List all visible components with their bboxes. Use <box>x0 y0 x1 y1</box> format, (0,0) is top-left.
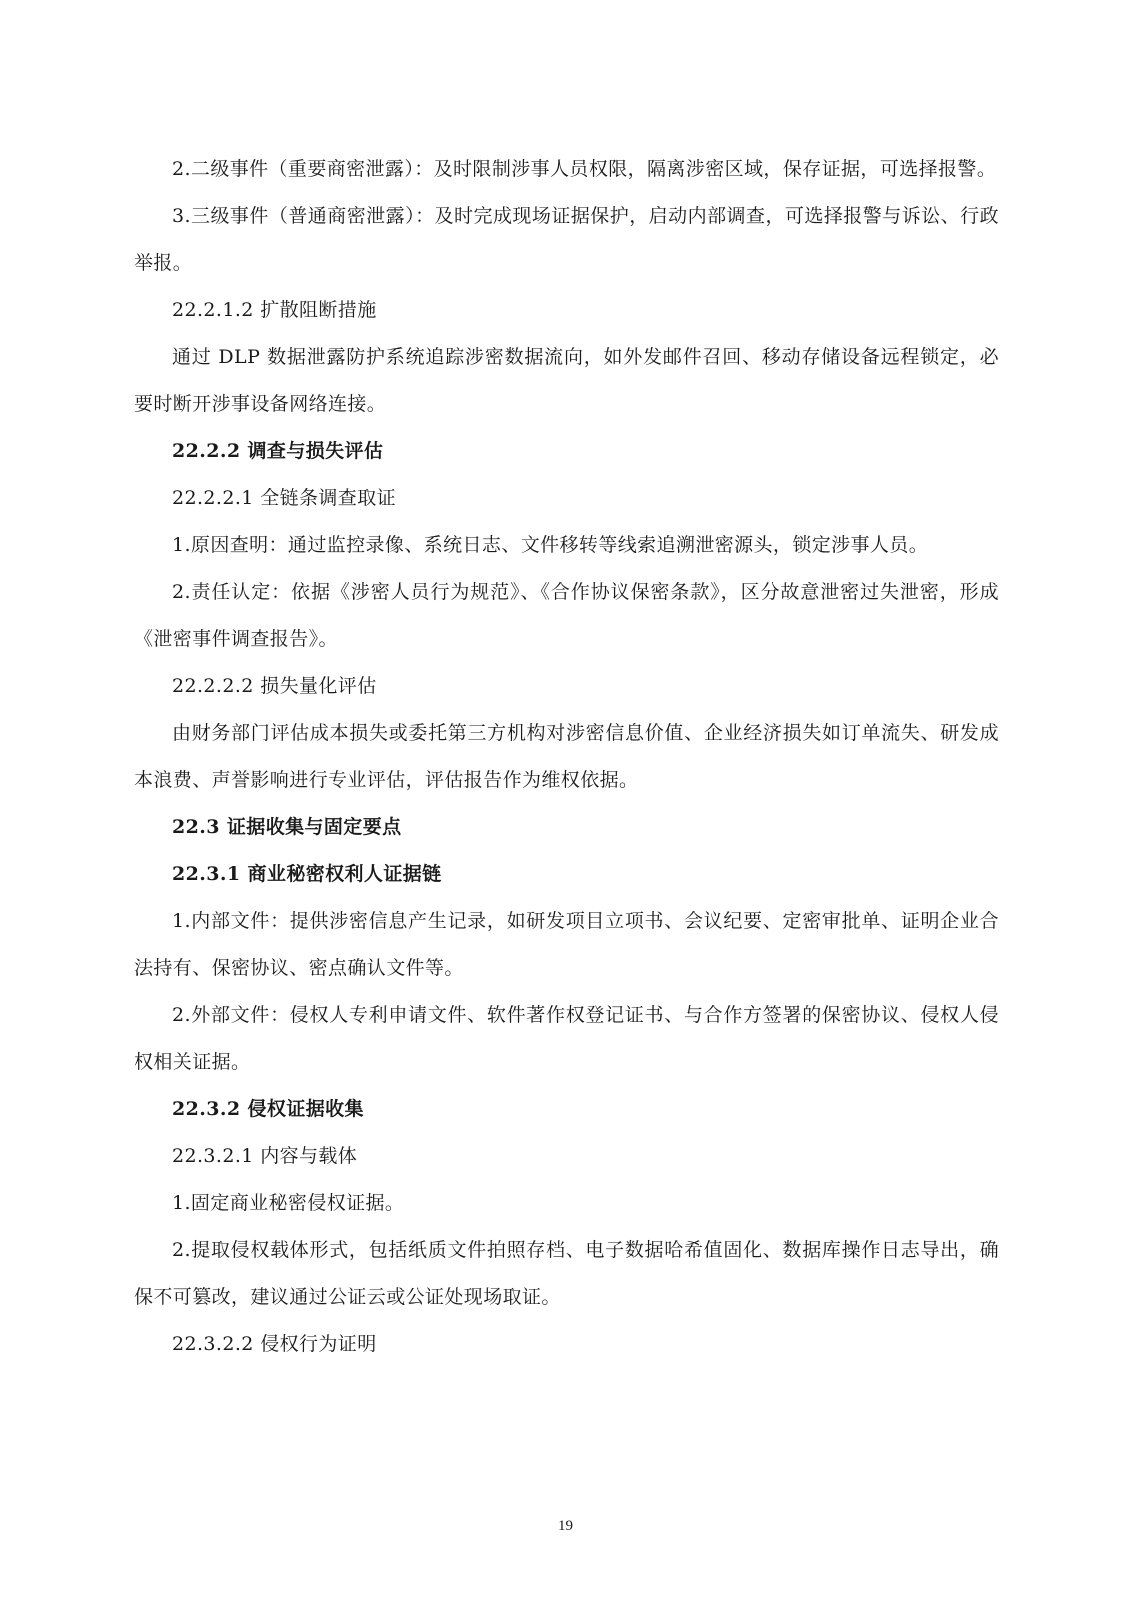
paragraph-carrier-forms: 2.提取侵权载体形式，包括纸质文件拍照存档、电子数据哈希值固化、数据库操作日志导出，确保不可篡改，建议通过公证云或公证处现场取证。 <box>134 1239 999 1308</box>
paragraph-event-level-3: 3.三级事件（普通商密泄露）：及时完成现场证据保护，启动内部调查，可选择报警与诉讼、行政举报。 <box>134 205 999 274</box>
section-heading-22-2-1-2: 22.2.1.2 扩散阻断措施 <box>172 299 377 321</box>
section-heading-22-3: 22.3 证据收集与固定要点 <box>172 816 402 838</box>
section-heading-22-3-2-2: 22.3.2.2 侵权行为证明 <box>172 1333 377 1355</box>
paragraph-external-docs: 2.外部文件：侵权人专利申请文件、软件著作权登记证书、与合作方签署的保密协议、侵权人侵权相关证据。 <box>134 1004 999 1073</box>
paragraph-loss-evaluation: 由财务部门评估成本损失或委托第三方机构对涉密信息价值、企业经济损失如订单流失、研发成本浪费、声誉影响进行专业评估，评估报告作为维权依据。 <box>134 722 999 791</box>
paragraph-dlp-measures: 通过 DLP 数据泄露防护系统追踪涉密数据流向，如外发邮件召回、移动存储设备远程锁定，必要时断开涉事设备网络连接。 <box>134 346 999 415</box>
section-heading-22-3-2-1: 22.3.2.1 内容与载体 <box>172 1145 358 1167</box>
paragraph-event-level-2: 2.二级事件（重要商密泄露）：及时限制涉事人员权限，隔离涉密区域，保存证据，可选择报警。 <box>172 158 997 180</box>
section-heading-22-3-1: 22.3.1 商业秘密权利人证据链 <box>172 863 442 885</box>
page-number: 19 <box>558 1518 573 1534</box>
page-body <box>134 146 999 1368</box>
section-heading-22-2-2-1: 22.2.2.1 全链条调查取证 <box>172 487 397 509</box>
section-heading-22-2-2: 22.2.2 调查与损失评估 <box>172 440 384 462</box>
paragraph-internal-docs: 1.内部文件：提供涉密信息产生记录，如研发项目立项书、会议纪要、定密审批单、证明企业合法持有、保密协议、密点确认文件等。 <box>134 910 999 979</box>
paragraph-cause-finding: 1.原因查明：通过监控录像、系统日志、文件移转等线索追溯泄密源头，锁定涉事人员。 <box>172 534 929 556</box>
paragraph-fix-evidence: 1.固定商业秘密侵权证据。 <box>172 1192 405 1214</box>
section-heading-22-3-2: 22.3.2 侵权证据收集 <box>172 1098 364 1120</box>
section-heading-22-2-2-2: 22.2.2.2 损失量化评估 <box>172 675 377 697</box>
paragraph-responsibility: 2.责任认定：依据《涉密人员行为规范》、《合作协议保密条款》，区分故意泄密过失泄密，形成《泄密事件调查报告》。 <box>134 581 999 650</box>
